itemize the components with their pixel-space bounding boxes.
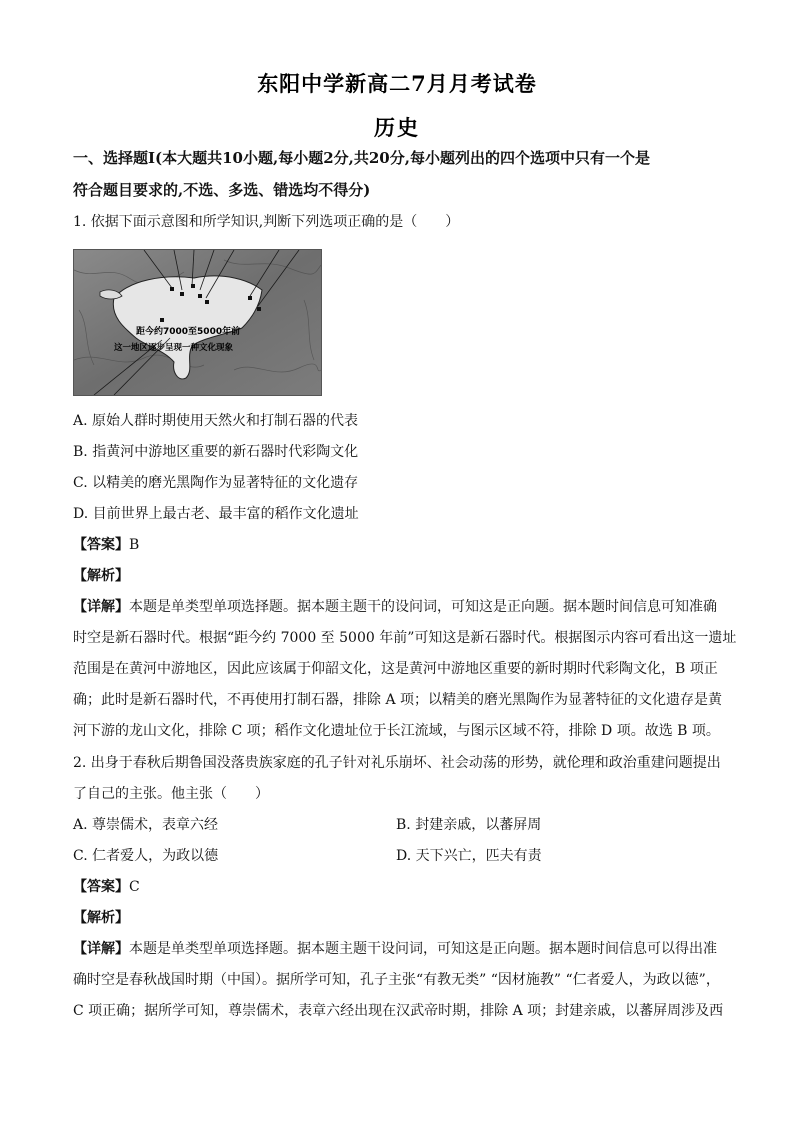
detail-tag: 【详解】 (73, 599, 129, 615)
q2-option-d: D. 天下兴亡，匹夫有责 (396, 848, 542, 864)
q2-detail-line (73, 939, 733, 959)
neolithic-map-figure (73, 249, 322, 396)
q1-stem: 1. 依据下面示意图和所学知识,判断下列选项正确的是（ ） (73, 214, 460, 230)
q1-detail-line: 河下游的龙山文化，排除 C 项；稻作文化遗址位于长江流域，与图示区域不符，排除 D 项。故选 B 项。 (73, 723, 720, 739)
exam-title: 东阳中学新高二7月月考试卷 (257, 71, 537, 96)
q2-detail-line: 确时空是春秋战国时期（中国）。据所学可知，孔子主张“有教无类” “因材施教” “仁者爱人，为政以德”， (73, 972, 720, 988)
q1-detail-line: 范围是在黄河中游地区，因此应该属于仰韶文化，这是黄河中游地区重要的新时期时代彩陶文化，B 项正 (73, 661, 718, 677)
q2-stem-line: 了自己的主张。他主张（ ） (73, 786, 269, 802)
q1-detail-line (73, 597, 733, 617)
map-label-2: 这一地区逐步呈现一种文化现象 (114, 343, 234, 353)
q2-option-c: C. 仁者爱人，为政以德 (73, 848, 219, 864)
answer-tag: 【答案】 (73, 537, 129, 553)
answer-value: B (129, 537, 140, 553)
q1-option-a: A. 原始人群时期使用天然火和打制石器的代表 (73, 413, 359, 429)
answer-value: C (129, 879, 140, 895)
q2-analysis-tag: 【解析】 (73, 910, 129, 926)
section-heading-line1: 一、选择题Ⅰ(本大题共10小题,每小题2分,共20分,每小题列出的四个选项中只有一个是 (73, 149, 650, 167)
answer-tag: 【答案】 (73, 879, 129, 895)
section-heading-line2: 符合题目要求的,不选、多选、错选均不得分) (73, 181, 371, 199)
detail-text: 本题是单类型单项选择题。据本题主题干的设问词，可知这是正向题。据本题时间信息可知准确 (129, 599, 717, 615)
q1-detail-line: 确；此时是新石器时代，不再使用打制石器，排除 A 项；以精美的磨光黑陶作为显著特征的文化遗存是黄 (73, 692, 723, 708)
subject-title: 历史 (374, 115, 420, 140)
detail-text: 本题是单类型单项选择题。据本题主题干设问词，可知这是正向题。据本题时间信息可以得出准 (129, 941, 717, 957)
q1-answer (73, 535, 733, 555)
q1-option-b: B. 指黄河中游地区重要的新石器时代彩陶文化 (73, 444, 359, 460)
map-label-1: 距今约7000至5000年前 (136, 327, 241, 337)
q2-option-b: B. 封建亲戚，以蕃屏周 (396, 817, 542, 833)
q2-detail-line: C 项正确；据所学可知，尊崇儒术，表章六经出现在汉武帝时期，排除 A 项；封建亲戚，以蕃屏周涉及西 (73, 1003, 724, 1019)
q1-detail-line: 时空是新石器时代。根据“距今约 7000 至 5000 年前”可知这是新石器时代。根据图示内容可看出这一遗址 (73, 630, 737, 646)
q2-option-a: A. 尊崇儒术，表章六经 (73, 817, 219, 833)
q1-analysis-tag: 【解析】 (73, 568, 129, 584)
q1-option-c: C. 以精美的磨光黑陶作为显著特征的文化遗存 (73, 475, 359, 491)
q2-stem-line: 2. 出身于春秋后期鲁国没落贵族家庭的孔子针对礼乐崩坏、社会动荡的形势，就伦理和政治重建问题提出 (73, 755, 721, 771)
map-image (74, 250, 321, 395)
detail-tag: 【详解】 (73, 941, 129, 957)
q2-answer (73, 877, 733, 897)
q1-option-d: D. 目前世界上最古老、最丰富的稻作文化遗址 (73, 506, 359, 522)
